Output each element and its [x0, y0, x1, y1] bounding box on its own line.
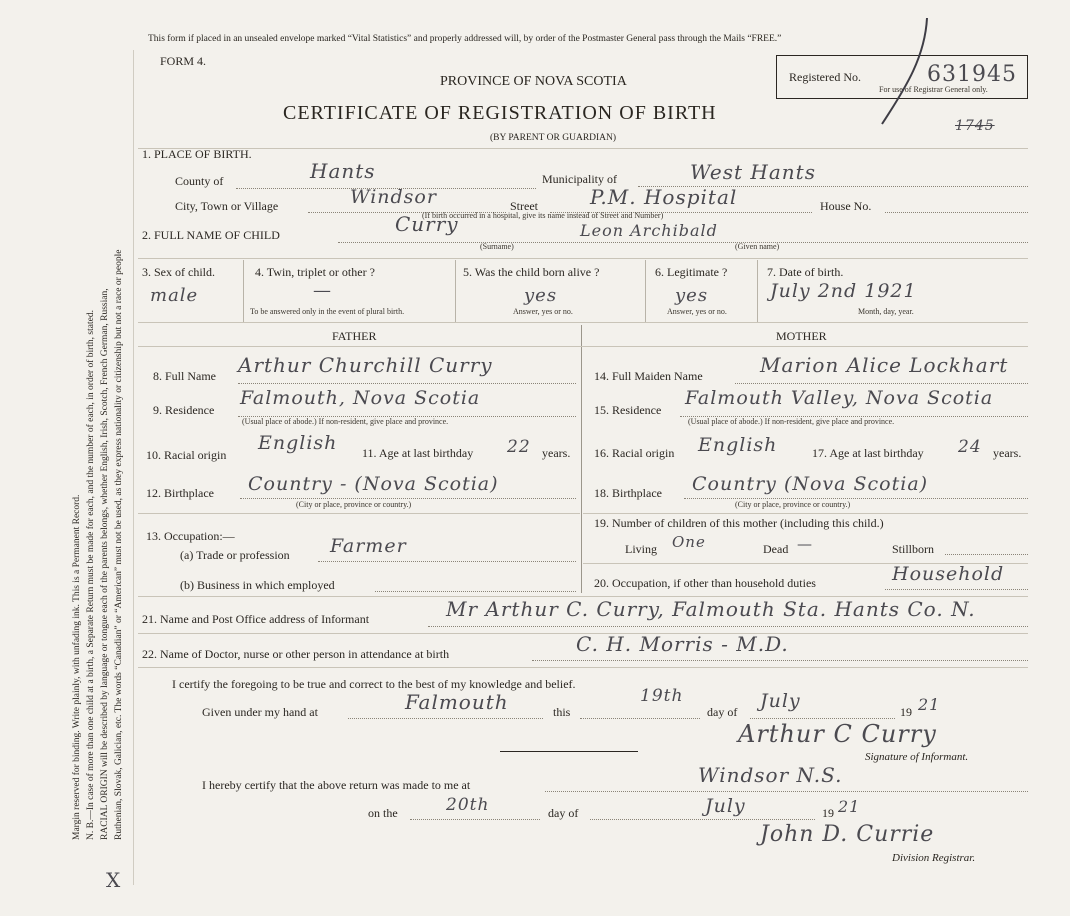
stillborn-line	[945, 554, 1028, 555]
certificate-subtitle: (BY PARENT OR GUARDIAN)	[490, 133, 617, 143]
province-heading: PROVINCE OF NOVA SCOTIA	[440, 74, 627, 89]
house-number-label: House No.	[820, 199, 872, 213]
parents-divider	[581, 325, 582, 593]
legitimate-note: Answer, yes or no.	[667, 307, 727, 316]
mother-heading: MOTHER	[776, 329, 827, 343]
grid-top-rule	[138, 258, 1028, 259]
sex-label: 3. Sex of child.	[142, 265, 215, 279]
margin-note-separate-return: N. B.—In case of more than one child at a birth, a Separate Return must be made for each, and the number of each, in order of birth, stated.	[86, 310, 96, 840]
child-surname-value: Curry	[395, 212, 459, 236]
registrar-signature: John D. Currie	[760, 822, 935, 847]
registrar-year-prefix: 19	[822, 806, 834, 820]
registrar-on-the-label: on the	[368, 806, 398, 820]
sex-value: male	[150, 285, 199, 306]
mother-racial-origin-label: 16. Racial origin	[594, 446, 675, 460]
dead-value: —	[797, 535, 813, 553]
mother-age-unit: years.	[993, 446, 1022, 460]
father-racial-origin-value: English	[258, 432, 338, 454]
father-residence-note: (Usual place of abode.) If non-resident, give place and province.	[242, 417, 449, 426]
mother-name-value: Marion Alice Lockhart	[760, 353, 1009, 377]
father-business-line	[375, 591, 576, 592]
grid-divider-2	[455, 260, 456, 322]
mother-occupation-value: Household	[892, 563, 1005, 585]
date-of-birth-note: Month, day, year.	[858, 307, 914, 316]
county-value: Hants	[310, 159, 376, 183]
doctor-label: 22. Name of Doctor, nurse or other person in attendance at birth	[142, 647, 450, 661]
registrar-day-of-label: day of	[548, 806, 579, 820]
mother-occupation-label: 20. Occupation, if other than household duties	[594, 576, 816, 590]
father-business-label: (b) Business in which employed	[180, 578, 335, 592]
mother-name-label: 14. Full Maiden Name	[594, 369, 703, 383]
registrar-signature-caption: Division Registrar.	[892, 852, 976, 864]
given-name-caption: (Given name)	[735, 242, 780, 251]
mother-name-line	[735, 383, 1028, 384]
father-trade-line	[318, 561, 576, 562]
form-number: FORM 4.	[160, 54, 207, 68]
given-day-of-label: day of	[707, 705, 738, 719]
father-racial-origin-label: 10. Racial origin	[146, 448, 227, 462]
registered-note: For use of Registrar General only.	[879, 85, 988, 94]
given-under-hand-label: Given under my hand at	[202, 705, 318, 719]
father-heading: FATHER	[332, 329, 377, 343]
child-name-label: 2. FULL NAME OF CHILD	[142, 228, 280, 242]
mother-birthplace-note: (City or place, province or country.)	[735, 500, 851, 509]
grid-bottom-rule	[138, 322, 1028, 323]
father-name-value: Arthur Churchill Curry	[238, 353, 493, 377]
mother-racial-origin-value: English	[698, 434, 778, 456]
county-label: County of	[175, 174, 224, 188]
registrar-day-line	[410, 819, 540, 820]
twin-value: —	[313, 280, 332, 301]
mother-children-label: 19. Number of children of this mother (including this child.)	[594, 516, 884, 530]
this-label: this	[553, 705, 571, 719]
alive-label: 5. Was the child born alive ?	[463, 265, 600, 279]
margin-note-nationality: Ruthenian, Slovak, Galician, etc. The words “Canadian” or “American” must not be used, as they express nationality or citizenship but not a race or people	[114, 249, 124, 840]
mother-age-value: 24	[958, 437, 982, 457]
living-label: Living	[625, 542, 657, 556]
legitimate-label: 6. Legitimate ?	[655, 265, 728, 279]
child-given-name-value: Leon Archibald	[580, 221, 718, 240]
registrar-pen-stroke	[877, 16, 937, 126]
header-rule	[138, 148, 1028, 149]
alive-note: Answer, yes or no.	[513, 307, 573, 316]
mother-occupation-line	[885, 589, 1028, 590]
mother-residence-note: (Usual place of abode.) If non-resident, give place and province.	[688, 417, 895, 426]
given-day-value: 19th	[640, 686, 684, 706]
father-trade-value: Farmer	[330, 535, 407, 557]
father-name-label: 8. Full Name	[153, 369, 216, 383]
mother-children-rule	[583, 513, 1028, 514]
father-age-label: 11. Age at last birthday	[362, 446, 474, 460]
date-of-birth-value: July 2nd 1921	[770, 280, 917, 302]
certification-statement: I certify the foregoing to be true and correct to the best of my knowledge and belief.	[172, 677, 576, 691]
street-label: Street	[510, 199, 538, 213]
surname-caption: (Surname)	[480, 242, 514, 251]
twin-label: 4. Twin, triplet or other ?	[255, 265, 375, 279]
registrar-place-line	[545, 791, 1028, 792]
registrar-month-line	[590, 819, 815, 820]
father-name-line	[238, 383, 576, 384]
mother-birthplace-line	[684, 498, 1028, 499]
registrar-day-value: 20th	[446, 795, 490, 815]
living-value: One	[672, 533, 706, 551]
place-of-birth-heading: 1. PLACE OF BIRTH.	[142, 147, 252, 161]
given-day-line	[580, 718, 700, 719]
legitimate-value: yes	[675, 285, 709, 306]
certification-top-rule	[138, 667, 1028, 668]
stamp-mark: 1745	[955, 118, 995, 134]
registrar-statement: I hereby certify that the above return was made to me at	[202, 778, 471, 792]
registered-label: Registered No.	[789, 70, 861, 84]
informant-line	[428, 626, 1028, 627]
informant-label: 21. Name and Post Office address of Informant	[142, 612, 370, 626]
father-birthplace-label: 12. Birthplace	[146, 486, 214, 500]
mother-age-label: 17. Age at last birthday	[812, 446, 924, 460]
stillborn-label: Stillborn	[892, 542, 935, 556]
father-birthplace-note: (City or place, province or country.)	[296, 500, 412, 509]
city-label: City, Town or Village	[175, 199, 279, 213]
municipality-value: West Hants	[690, 160, 816, 184]
signature-rule	[500, 751, 638, 752]
margin-note-racial-origin: RACIAL ORIGIN will be described by language or tongue each of the parents belongs, whether English, Irish, Scotch, French German, Russian,	[100, 288, 110, 840]
father-birthplace-value: Country - (Nova Scotia)	[248, 473, 499, 495]
registration-box	[776, 55, 1028, 99]
father-residence-value: Falmouth, Nova Scotia	[240, 387, 481, 409]
father-residence-label: 9. Residence	[153, 403, 215, 417]
x-mark: X	[106, 868, 122, 892]
given-place-value: Falmouth	[405, 690, 509, 714]
grid-divider-4	[757, 260, 758, 322]
margin-note-binding: Margin reserved for binding. Write plainly, with unfading ink. This is a Permanent Record.	[72, 494, 82, 840]
father-birthplace-line	[240, 498, 576, 499]
registered-number: 631945	[927, 62, 1017, 87]
registrar-year-value: 21	[838, 797, 861, 816]
house-number-line	[885, 212, 1028, 213]
twin-note: To be answered only in the event of plural birth.	[250, 307, 405, 316]
street-value: P.M. Hospital	[590, 185, 738, 209]
given-year-prefix: 19	[900, 705, 912, 719]
father-age-value: 22	[507, 437, 531, 457]
informant-signature: Arthur C Curry	[738, 720, 937, 748]
city-value: Windsor	[350, 186, 437, 208]
parents-heading-rule	[138, 346, 1028, 347]
father-occupation-rule	[138, 513, 580, 514]
mother-residence-label: 15. Residence	[594, 403, 662, 417]
certificate-title: CERTIFICATE OF REGISTRATION OF BIRTH	[283, 102, 717, 124]
doctor-value: C. H. Morris - M.D.	[576, 632, 789, 656]
given-year-value: 21	[918, 695, 941, 714]
registrar-place-value: Windsor N.S.	[698, 763, 843, 787]
given-month-value: July	[760, 690, 801, 712]
child-name-line	[338, 242, 1028, 243]
hospital-note: (If birth occurred in a hospital, give its name instead of Street and Number)	[422, 211, 664, 220]
informant-signature-caption: Signature of Informant.	[865, 751, 969, 763]
father-trade-label: (a) Trade or profession	[180, 548, 290, 562]
doctor-line	[532, 660, 1028, 661]
alive-value: yes	[524, 285, 558, 306]
father-occupation-label: 13. Occupation:—	[146, 529, 235, 543]
dead-label: Dead	[763, 542, 789, 556]
mother-birthplace-label: 18. Birthplace	[594, 486, 662, 500]
informant-value: Mr Arthur C. Curry, Falmouth Sta. Hants Co. N.	[446, 597, 976, 621]
given-month-line	[750, 718, 895, 719]
grid-divider-3	[645, 260, 646, 322]
mother-residence-value: Falmouth Valley, Nova Scotia	[685, 387, 994, 409]
grid-divider-1	[243, 260, 244, 322]
postal-notice: This form if placed in an unsealed envelope marked “Vital Statistics” and properly addressed will, by order of the Postmaster General pass through the Mails “FREE.”	[148, 34, 782, 44]
father-age-unit: years.	[542, 446, 571, 460]
margin-line	[133, 50, 134, 885]
given-place-line	[348, 718, 543, 719]
date-of-birth-label: 7. Date of birth.	[767, 265, 844, 279]
municipality-label: Municipality of	[542, 172, 617, 186]
mother-birthplace-value: Country (Nova Scotia)	[692, 473, 929, 495]
registrar-month-value: July	[705, 795, 746, 817]
